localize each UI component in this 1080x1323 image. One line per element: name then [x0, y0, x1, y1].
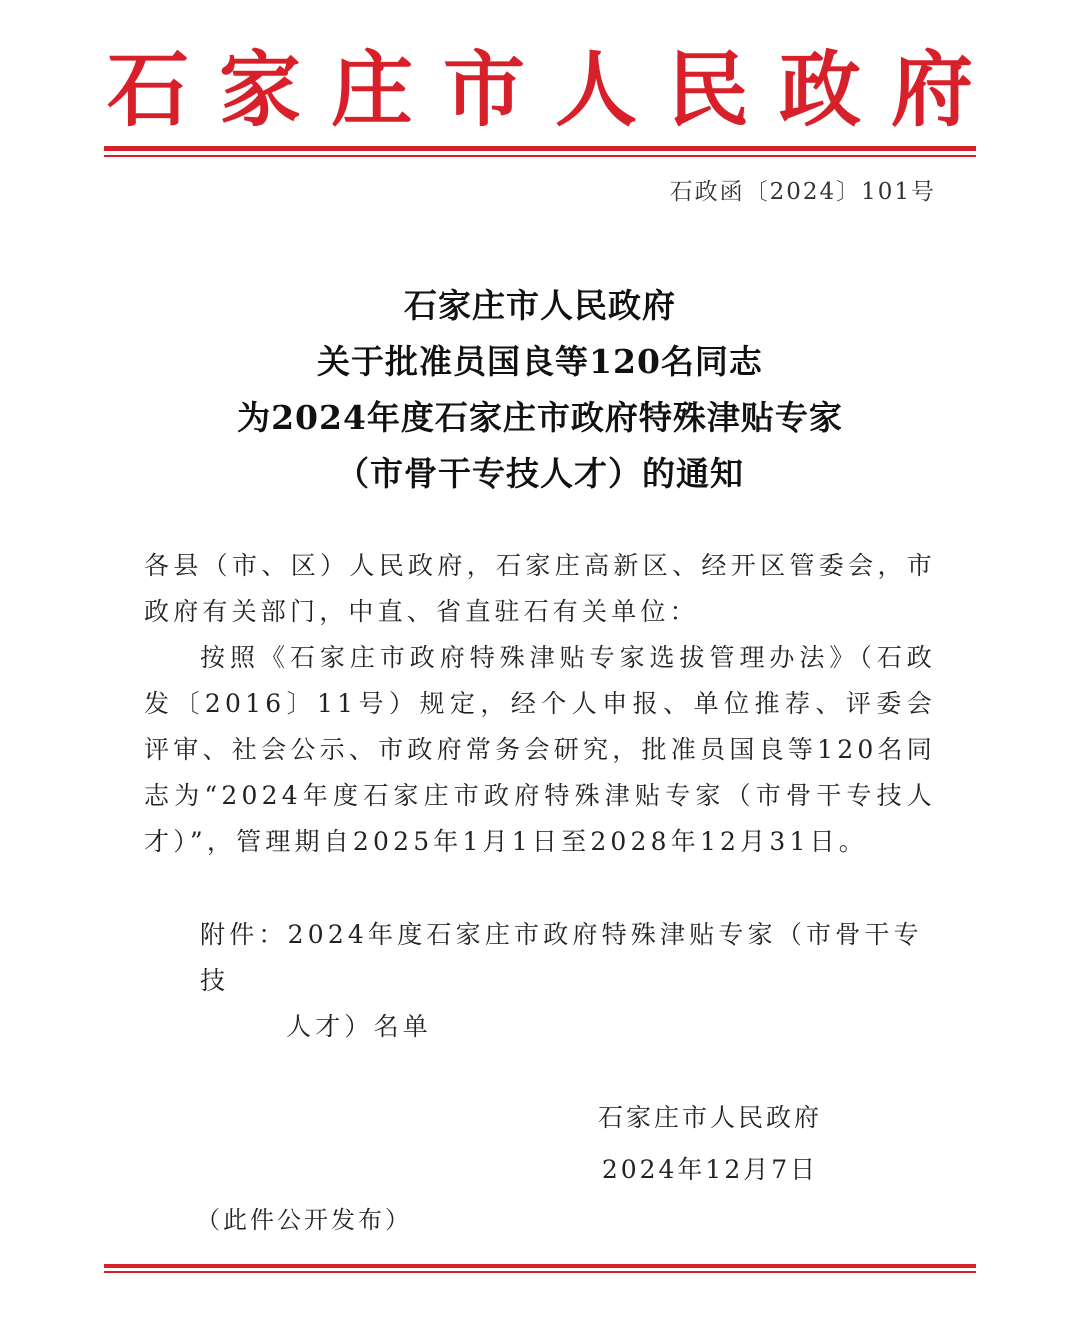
- attachment-note: [200, 912, 940, 1050]
- masthead-rule-thin: [104, 155, 976, 157]
- public-release-note: （此件公开发布）: [196, 1206, 412, 1234]
- issuer-name: 石家庄市人民政府: [597, 1103, 822, 1132]
- footer-rule-thin: [104, 1271, 976, 1273]
- title-line: 石家庄市人民政府: [404, 286, 676, 325]
- masthead-title: 石家庄市人民政府: [106, 42, 1003, 138]
- footer-rule-thick: [104, 1264, 976, 1268]
- document-body: [144, 543, 936, 865]
- attachment-line-2: 人才）名单: [286, 1012, 433, 1041]
- title-line: 关于批准员国良等120名同志: [317, 342, 763, 381]
- recipients: 各县（市、区）人民政府，石家庄高新区、经开区管委会，市政府有关部门，中直、省直驻石有关单位：: [144, 551, 936, 626]
- document-title: [0, 278, 1080, 502]
- attachment-label: 附件：: [200, 920, 288, 949]
- title-line: 为2024年度石家庄市政府特殊津贴专家: [237, 398, 843, 437]
- title-line: （市骨干专技人才）的通知: [336, 454, 744, 493]
- masthead-rule-thick: [104, 146, 976, 151]
- attachment-line-1: 2024年度石家庄市政府特殊津贴专家（市骨干专技: [200, 920, 923, 995]
- signature-block: [598, 1092, 822, 1196]
- main-paragraph: 按照《石家庄市政府特殊津贴专家选拔管理办法》（石政发〔2016〕11号）规定，经个人申报、单位推荐、评委会评审、社会公示、市政府常务会研究，批准员国良等120名同志为“2024年度石家庄市政府特殊津贴专家（市骨干专技人才）”，管理期自2025年1月1日至2028年12月31日。: [144, 643, 936, 856]
- document-number: 石政函〔2024〕101号: [669, 179, 936, 205]
- issue-date: 2024年12月7日: [601, 1155, 819, 1184]
